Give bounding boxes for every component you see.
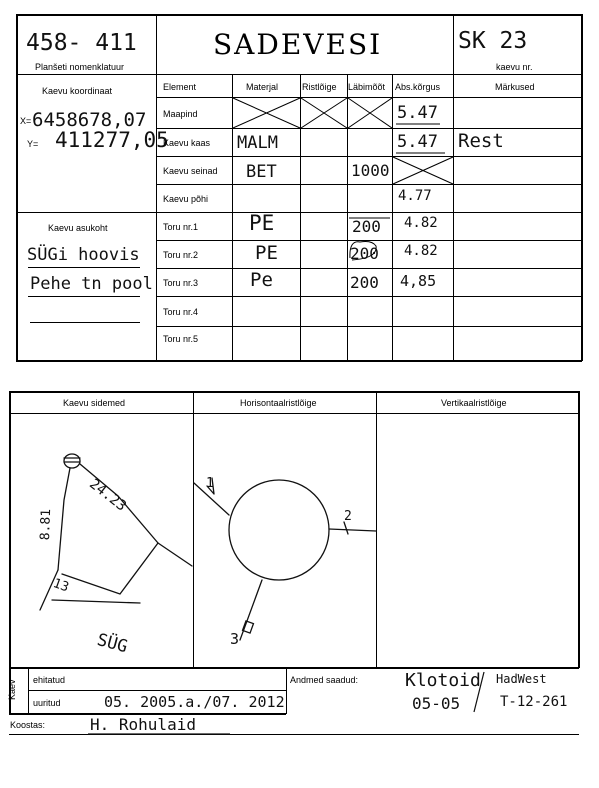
y-prefix: Y= [27, 139, 39, 149]
cell-notes: Rest [458, 130, 504, 152]
x-coordinate: 6458678,07 [32, 109, 147, 131]
compiled-value: H. Rohulaid [90, 715, 196, 734]
cell-abs: 4.77 [398, 188, 432, 204]
row-element: Kaevu seinad [163, 166, 218, 176]
data-source-2: HadWest [496, 672, 547, 686]
col-header-element: Element [163, 82, 197, 92]
cell-material: Pe [250, 269, 273, 291]
row-element: Toru nr.3 [163, 278, 199, 288]
row-element: Maapind [163, 109, 198, 119]
compiled-label: Koostas: [10, 720, 46, 730]
page-title: SADEVESI [213, 28, 383, 61]
cell-diameter: 1000 [351, 161, 390, 180]
well-id-label: kaevu nr. [496, 62, 533, 72]
dimension-label: 8.81 [38, 508, 55, 541]
col-header-diameter: Läbimõõt [348, 82, 386, 92]
surveyed-label: uuritud [33, 698, 61, 708]
cell-material: PE [249, 211, 275, 235]
x-prefix: X= [20, 116, 32, 126]
location-label: Kaevu asukoht [48, 223, 108, 233]
cell-abs: 4,85 [400, 272, 437, 290]
row-element: Kaevu kaas [163, 138, 211, 148]
cell-abs: 4.82 [404, 243, 438, 259]
dimension-label: 24.23 [86, 476, 130, 515]
col-header-notes: Märkused [495, 82, 535, 92]
cell-diameter: 200 [350, 273, 379, 292]
nomenclature-value: 458- 411 [26, 30, 137, 56]
row-element: Toru nr.5 [163, 334, 199, 344]
pipe-label-3: 3 [230, 630, 240, 648]
surveyed-value: 05. 2005.a./07. 2012 [104, 693, 285, 711]
pipe-label-1: 1 [206, 476, 214, 491]
col-header-section: Ristlõige [302, 82, 337, 92]
pipe-label-2: 2 [344, 509, 352, 524]
dimension-label: 13 [50, 576, 71, 596]
location-line-1: SÜGi hoovis [27, 245, 140, 265]
cell-material: MALM [237, 133, 278, 153]
cell-abs: 5.47 [397, 103, 438, 123]
cell-abs: 5.47 [397, 132, 438, 152]
building-label: SÜG [94, 630, 130, 658]
row-element: Toru nr.2 [163, 250, 199, 260]
cell-diameter: 200 [352, 217, 381, 236]
col-title-connections: Kaevu sidemed [63, 398, 126, 408]
y-coordinate: 411277,05 [55, 128, 169, 152]
cell-material: BET [246, 162, 277, 182]
col-title-vertical: Vertikaalristlõige [441, 398, 507, 408]
coords-label: Kaevu koordinaat [42, 86, 113, 96]
side-label: Kaev [7, 679, 17, 700]
row-element: Toru nr.1 [163, 222, 199, 232]
nomenclature-label: Planšeti nomenklatuur [35, 62, 125, 72]
col-title-horizontal: Horisontaalristlõige [240, 398, 317, 408]
cell-abs: 4.82 [404, 215, 438, 231]
col-header-abs: Abs.kõrgus [395, 82, 441, 92]
data-source-1-date: 05-05 [412, 694, 461, 713]
cell-diameter: 200 [350, 244, 379, 263]
built-label: ehitatud [33, 675, 66, 685]
cell-material: PE [255, 242, 278, 264]
data-source-label: Andmed saadud: [290, 675, 359, 685]
col-header-material: Materjal [246, 82, 279, 92]
data-source-1: Klotoid [405, 670, 481, 691]
row-element: Kaevu põhi [163, 194, 209, 204]
well-id: SK 23 [458, 28, 528, 54]
location-line-2: Pehe tn pool [30, 274, 153, 294]
data-source-2-date: T-12-261 [500, 694, 568, 710]
row-element: Toru nr.4 [163, 307, 199, 317]
